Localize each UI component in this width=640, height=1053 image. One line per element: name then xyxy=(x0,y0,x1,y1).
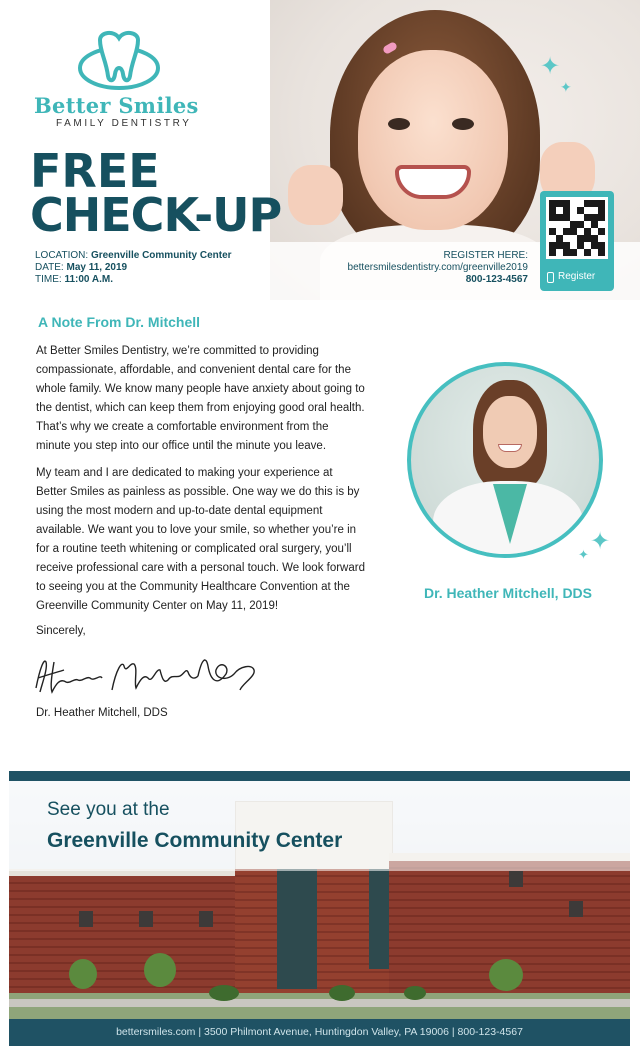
qr-module xyxy=(556,221,563,228)
building-glass xyxy=(369,869,389,969)
signature-image xyxy=(30,648,260,700)
qr-module xyxy=(563,221,570,228)
qr-module xyxy=(591,214,598,221)
qr-module xyxy=(556,235,563,242)
sparkle-icon: ✦ xyxy=(560,79,572,95)
headline-line1: FREE xyxy=(30,144,160,198)
qr-module xyxy=(584,207,591,214)
qr-module xyxy=(563,242,570,249)
child-fist-left xyxy=(288,165,343,225)
footer-bar: bettersmiles.com | 3500 Philmont Avenue, Huntingdon Valley, PA 19006 | 800-123-4567 xyxy=(9,1019,630,1046)
qr-module xyxy=(556,214,563,221)
child-face xyxy=(358,50,508,230)
tree xyxy=(144,953,176,987)
qr-module xyxy=(556,242,563,249)
sparkle-icon: ✦ xyxy=(578,547,589,562)
doctor-face xyxy=(483,396,537,468)
qr-module xyxy=(570,200,577,207)
register-url[interactable]: bettersmilesdentistry.com/greenville2019 xyxy=(347,262,528,273)
event-details xyxy=(35,250,232,286)
building-window xyxy=(139,911,153,927)
qr-module xyxy=(549,235,556,242)
qr-module xyxy=(570,242,577,249)
register-details xyxy=(348,250,528,286)
building-glass xyxy=(277,869,317,989)
tree xyxy=(489,959,523,991)
note-body xyxy=(36,342,366,624)
qr-module xyxy=(556,249,563,256)
brand-subtitle: FAMILY DENTISTRY xyxy=(56,118,192,129)
qr-module xyxy=(598,207,605,214)
qr-module xyxy=(598,214,605,221)
note-closing: Sincerely, xyxy=(36,625,86,637)
register-phone[interactable]: 800-123-4567 xyxy=(465,274,528,285)
qr-module xyxy=(591,235,598,242)
qr-module xyxy=(591,228,598,235)
tree xyxy=(69,959,97,989)
qr-module xyxy=(556,228,563,235)
qr-module xyxy=(549,242,556,249)
qr-module xyxy=(598,228,605,235)
headline xyxy=(30,144,282,242)
shrub xyxy=(329,985,355,1001)
qr-module xyxy=(598,200,605,207)
qr-module xyxy=(570,207,577,214)
qr-module xyxy=(549,200,556,207)
qr-module xyxy=(577,214,584,221)
register-label: REGISTER HERE: xyxy=(443,250,528,261)
qr-module xyxy=(570,221,577,228)
note-title: A Note From Dr. Mitchell xyxy=(38,314,201,330)
child-eye-left xyxy=(388,118,410,130)
qr-module xyxy=(584,214,591,221)
qr-module xyxy=(563,200,570,207)
building-window xyxy=(569,901,583,917)
qr-module xyxy=(598,221,605,228)
qr-module xyxy=(563,207,570,214)
qr-module xyxy=(591,242,598,249)
hero-section xyxy=(0,0,640,300)
signer-name: Dr. Heather Mitchell, DDS xyxy=(36,707,168,719)
register-button[interactable]: Register xyxy=(558,271,596,282)
building-wing-left xyxy=(9,876,249,1001)
qr-module xyxy=(584,242,591,249)
qr-module xyxy=(598,235,605,242)
qr-module xyxy=(584,200,591,207)
headline-line2: CHECK-UP xyxy=(30,187,282,242)
qr-module xyxy=(570,249,577,256)
venue-banner xyxy=(9,781,630,1019)
qr-module xyxy=(591,249,598,256)
qr-code-icon[interactable] xyxy=(549,200,605,256)
location-label: LOCATION: xyxy=(35,250,89,261)
qr-module xyxy=(584,221,591,228)
qr-module xyxy=(577,200,584,207)
shrub xyxy=(404,986,426,1000)
sparkle-icon: ✦ xyxy=(590,528,611,555)
qr-module xyxy=(591,200,598,207)
qr-module xyxy=(549,249,556,256)
qr-module xyxy=(584,249,591,256)
qr-module xyxy=(549,228,556,235)
banner-line1: See you at the xyxy=(47,799,170,820)
qr-module xyxy=(563,214,570,221)
banner-top-bar xyxy=(9,771,630,781)
banner-line2: Greenville Community Center xyxy=(47,829,343,852)
note-paragraph: At Better Smiles Dentistry, we’re committed to providing compassionate, affordable, and convenient dental care for the whole family. We know many people have anxiety about going to the dentist, which can keep them from enjoying good oral health. That’s why we create a comfortable environment from the minute you step into our office until the minute you leave. xyxy=(36,345,365,452)
doctor-photo xyxy=(407,362,603,558)
note-paragraph: My team and I are dedicated to making your experience at Better Smiles as painless as possible. One way we do this is by using the most modern and up-to-date dental equipment available. We want you to love your smile, so whether you’re in for a routine teeth whitening or complicated oral surgery, you’ll receive professional care with a personal touch. We look forward to seeing you at the Community Healthcare Convention at the Greenville Community Center on May 11, 2019! xyxy=(36,467,365,612)
doctor-caption: Dr. Heather Mitchell, DDS xyxy=(423,585,593,601)
qr-module xyxy=(577,207,584,214)
qr-module xyxy=(570,235,577,242)
qr-module xyxy=(570,214,577,221)
qr-module xyxy=(556,200,563,207)
location-value: Greenville Community Center xyxy=(90,250,232,261)
qr-module xyxy=(591,221,598,228)
qr-module xyxy=(598,249,605,256)
sparkle-icon: ✦ xyxy=(540,53,561,80)
shrub xyxy=(209,985,239,1001)
qr-module xyxy=(577,221,584,228)
child-smile xyxy=(395,165,471,199)
time-label: TIME: xyxy=(35,274,62,285)
qr-module xyxy=(584,235,591,242)
qr-module xyxy=(577,242,584,249)
qr-module xyxy=(563,235,570,242)
child-eye-right xyxy=(452,118,474,130)
date-value: May 11, 2019 xyxy=(66,262,128,273)
qr-module xyxy=(577,249,584,256)
banner-title-band xyxy=(9,781,630,871)
qr-module xyxy=(563,228,570,235)
qr-module xyxy=(563,249,570,256)
qr-module xyxy=(556,207,563,214)
brand-name: Better Smiles xyxy=(34,93,199,118)
sidewalk xyxy=(9,999,630,1007)
qr-module xyxy=(549,221,556,228)
qr-module xyxy=(549,207,556,214)
building-window xyxy=(79,911,93,927)
qr-module xyxy=(577,228,584,235)
qr-module xyxy=(577,235,584,242)
qr-module xyxy=(591,207,598,214)
building-window xyxy=(509,871,523,887)
qr-module xyxy=(549,214,556,221)
qr-module xyxy=(570,228,577,235)
tooth-logo-icon xyxy=(78,30,160,92)
date-label: DATE: xyxy=(35,262,64,273)
qr-module xyxy=(598,242,605,249)
time-value: 11:00 A.M. xyxy=(64,274,113,285)
qr-module xyxy=(584,228,591,235)
building-window xyxy=(199,911,213,927)
